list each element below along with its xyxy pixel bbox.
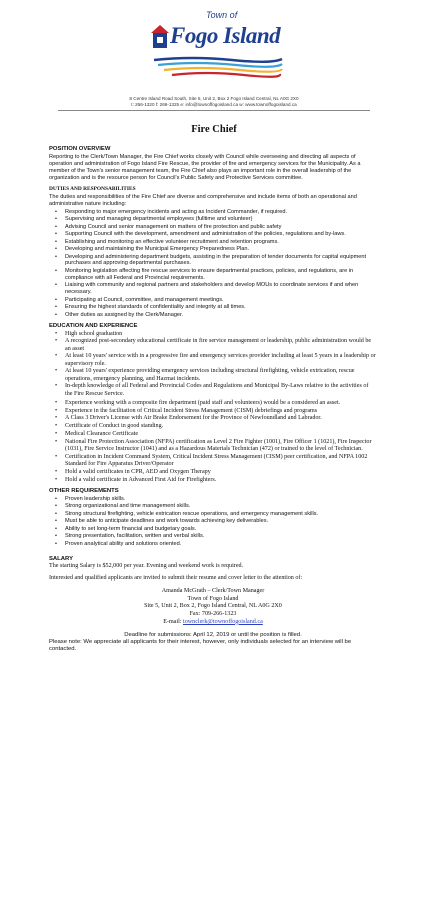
town-logo [148, 10, 288, 84]
salary-text: The starting Salary is $52,000 per year. Evening and weekend work is required. [49, 563, 244, 570]
contact-line: t: 266-1320 f: 266-1325 e: info@townoffogoisland.ca w: www.townoffogoisland.ca [131, 102, 297, 107]
list-item: • Proven leadership skills. [65, 496, 377, 503]
list-item: • Certification in Incident Command System, Critical Incident Stress Management (CISM) peer certification, and NFPA 1002 Standard for Fire Apparatus Driver/Operator [65, 454, 377, 468]
duties-heading: DUTIES AND RESPONSABILITIES [49, 185, 136, 192]
divider [58, 110, 370, 111]
list-item: • A recognized post-secondary educational certificate in fire service management or leadership, public administration would be an asset [65, 338, 377, 352]
contact-block [49, 588, 377, 626]
list-item: • Hold a valid certificate in Advanced First Aid for Firefighters. [65, 477, 377, 484]
other-requirements-list [49, 496, 377, 548]
apply-text: Interested and qualified applicants are invited to submit their resume and cover letter to the attention of: [49, 574, 303, 581]
list-item: • Medical Clearance Certificate [65, 431, 377, 438]
deadline-text: Deadline for submissions: April 12, 2019 or until the position is filled. [124, 632, 302, 639]
duties-list [49, 209, 377, 319]
email-link[interactable]: townclerk@townoffogoisland.ca [183, 618, 263, 625]
education-list-continued [49, 400, 377, 484]
list-item: • Certificate of Conduct in good standing. [65, 423, 377, 430]
education-list [49, 331, 377, 398]
other-requirements-heading: OTHER REQUIREMENTS [49, 487, 119, 494]
house-icon [150, 24, 170, 50]
note-text: Please note: We appreciate all applicants for their interest, however, only individuals selected for an interview will be contacted. [49, 639, 352, 653]
list-item: • Developing and maintaining the Municipal Emergency Preparedness Plan. [65, 246, 377, 253]
list-item: • Proven analytical ability and solutions oriented. [65, 541, 377, 548]
contact-fax: Fax: 709-266-1323 [189, 611, 237, 618]
duties-intro: The duties and responsibilities of the Fire Chief are diverse and comprehensive and include items of both an operational and administrative nature including: [49, 193, 357, 207]
list-item: • Participating at Council, committee, and management meetings. [65, 297, 377, 304]
logo-town-of: Town of [206, 10, 238, 20]
position-overview-text: Reporting to the Clerk/Town Manager, the Fire Chief works closely with Council while overseeing and directing all aspects of operation and administration of Fogo Island Fire Rescue, the provider of fire and emergency services for the Municipality. As a member of the Town's senior management team, the Fire Chief also plays an important role in the overall leadership of the organization and is the resource person for Council's Public Safety and Protective Services committee. [49, 153, 361, 181]
address-line: 8 Centre Island Road South, Site 5, Unit 2, Box 2 Fogo Island Central, NL A0G 2X0 [129, 96, 299, 101]
list-item: • Developing and administering department budgets, assisting in the preparation of tender documents for capital equipment purchases and approving departmental purchases. [65, 254, 377, 268]
list-item: • In-depth knowledge of all Federal and Provincial Codes and Regulations and Municipal By-Laws relative to the activities of the Fire Rescue Service. [65, 383, 377, 397]
list-item: • Supporting Council with the development, amendment and administration of the policies, regulations and by-laws. [65, 231, 377, 238]
list-item: • Strong structural firefighting, vehicle extrication rescue operations, and emergency management skills. [65, 511, 377, 518]
list-item: • Supervising and managing departmental employees (fulltime and volunteer) [65, 216, 377, 223]
posting-body [49, 146, 377, 653]
list-item: • National Fire Protection Association (NFPA) certification as Level 2 Fire Fighter (1001), Fire Officer 1 (1021), Fire Inspector (1031), Fire Service Instructor (1041) and as a Hazardous Materials Technician (472) or trained to the level of Technician. [65, 439, 377, 453]
email-label: E-mail: [163, 618, 183, 625]
logo-wordmark: Fogo Island [170, 23, 281, 48]
list-item: • Responding to major emergency incidents and acting as Incident Commander, if required. [65, 209, 377, 216]
list-item: • A Class 3 Driver's License with Air Brake Endorsement for the Province of Newfoundland and Labrador. [65, 415, 377, 422]
waves-icon [152, 56, 284, 80]
list-item: • Strong presentation, facilitation, written and verbal skills. [65, 533, 377, 540]
list-item: • Hold a valid certificates in CPR, AED and Oxygen Therapy [65, 469, 377, 476]
page-title: Fire Chief [191, 124, 237, 135]
list-item: • At least 10 years' service with in a progressive fire and emergency services provider including at least 5 years in a leadership or supervisory role. [65, 353, 377, 367]
list-item: • Liaising with community and regional partners and stakeholders and develop MOUs to coordinate services if and when necessary. [65, 282, 377, 296]
salary-heading: SALARY [49, 555, 73, 562]
education-heading: EDUCATION AND EXPERIENCE [49, 322, 138, 329]
list-item: • Ensuring the highest standards of confidentiality and integrity at all times. [65, 304, 377, 311]
list-item: • Ability to set long-term financial and budgetary goals. [65, 526, 377, 533]
list-item: • Establishing and monitoring an effective volunteer recruitment and retention programs. [65, 239, 377, 246]
list-item: • At least 10 years' experience providing emergency services including structural firefighting, vehicle extrication, rescue operations, emergency planning, and Hazmat incidents. [65, 368, 377, 382]
list-item: • Advising Council and senior management on matters of fire protection and public safety [65, 224, 377, 231]
list-item: • Must be able to anticipate deadlines and work towards achieving key deliverables. [65, 518, 377, 525]
contact-org: Town of Fogo Island [187, 595, 239, 602]
contact-email-row [49, 619, 377, 627]
contact-address: Site 5, Unit 2, Box 2, Fogo Island Central, NL A0G 2X0 [144, 603, 282, 610]
list-item: • Experience in the facilitation of Critical Incident Stress Management (CISM) debriefings and programs [65, 408, 377, 415]
list-item: • High school graduation [65, 331, 377, 338]
list-item: • Strong organizational and time management skills. [65, 503, 377, 510]
list-item: • Monitoring legislation affecting fire rescue services to ensure departmental practices, policies, and regulations, are in compliance with all Federal and Provincial requirements. [65, 268, 377, 282]
contact-name: Amanda McGrath – Clerk/Town Manager [161, 588, 265, 595]
list-item: • Other duties as assigned by the Clerk/Manager. [65, 312, 377, 319]
position-overview-heading: POSITION OVERVIEW [49, 146, 111, 152]
list-item: • Experience working with a composite fire department (paid staff and volunteers) would be a considered an asset. [65, 400, 377, 407]
